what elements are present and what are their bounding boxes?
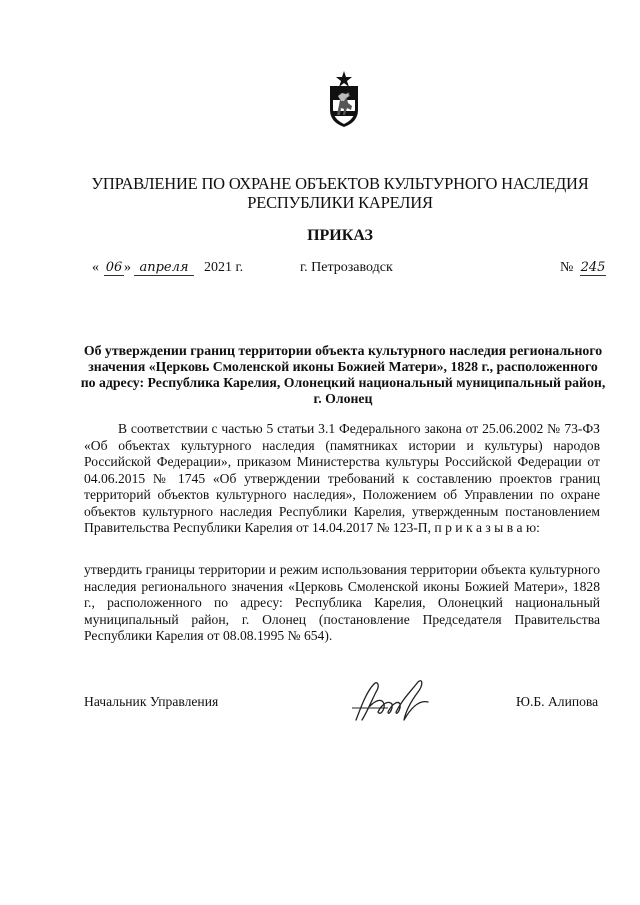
document-type: ПРИКАЗ (307, 227, 373, 244)
order-paragraph: утвердить границы территории и режим использования территории объекта культурного наследия регионального значения «Церковь Смоленской иконы Божией Матери», 1828 г., расположенного по адресу: Республика Карелия, Олонецкий национальный муниципальный район, г. Олонец (постановление Председателя Правительства Республики Карелия от 08.08.1995 № 654). (84, 562, 600, 643)
document-title: Об утверждении границ территории объекта культурного наследия регионального значения «Церковь Смоленской иконы Божией Матери», 1828 г., расположенного по адресу: Республика Карелия, Олонецкий национальный муниципальный район, г. Олонец (80, 343, 606, 406)
handwritten-signature (348, 670, 448, 726)
city: г. Петрозаводск (300, 260, 393, 275)
signatory-position: Начальник Управления (84, 694, 219, 709)
date-month: апреля (134, 260, 194, 276)
preamble-paragraph: В соответствии с частью 5 статьи 3.1 Федерального закона от 25.06.2002 № 73-ФЗ «Об объектах культурного наследия (памятниках истории и культуры) народов Российской Федерации», приказом Министерства культуры Российской Федерации от 04.06.2015 № 1745 «Об утверждении требований к составлению проектов границ территорий объектов культурного наследия», Положением об Управлении по охране объектов культурного наследия Республики Карелия, утвержденным постановлением Правительства Республики Карелия от 14.04.2017 № 123-П, п р и к а з ы в а ю: (84, 421, 600, 535)
organization-name-line2: РЕСПУБЛИКИ КАРЕЛИЯ (247, 193, 433, 212)
karelia-coat-of-arms-icon (324, 70, 364, 128)
date-year: 2021 г. (204, 260, 244, 275)
date-line (0, 260, 640, 280)
number-sign: № (560, 260, 574, 275)
date-day: 06 (105, 260, 123, 275)
date-open-quote: « (92, 260, 99, 275)
signatory-name: Ю.Б. Алипова (516, 694, 599, 709)
organization-name-line1: УПРАВЛЕНИЕ ПО ОХРАНЕ ОБЪЕКТОВ КУЛЬТУРНОГО НАСЛЕДИЯ (91, 174, 589, 193)
date-close-quote: » (124, 260, 131, 275)
document-number: 245 (580, 260, 606, 275)
